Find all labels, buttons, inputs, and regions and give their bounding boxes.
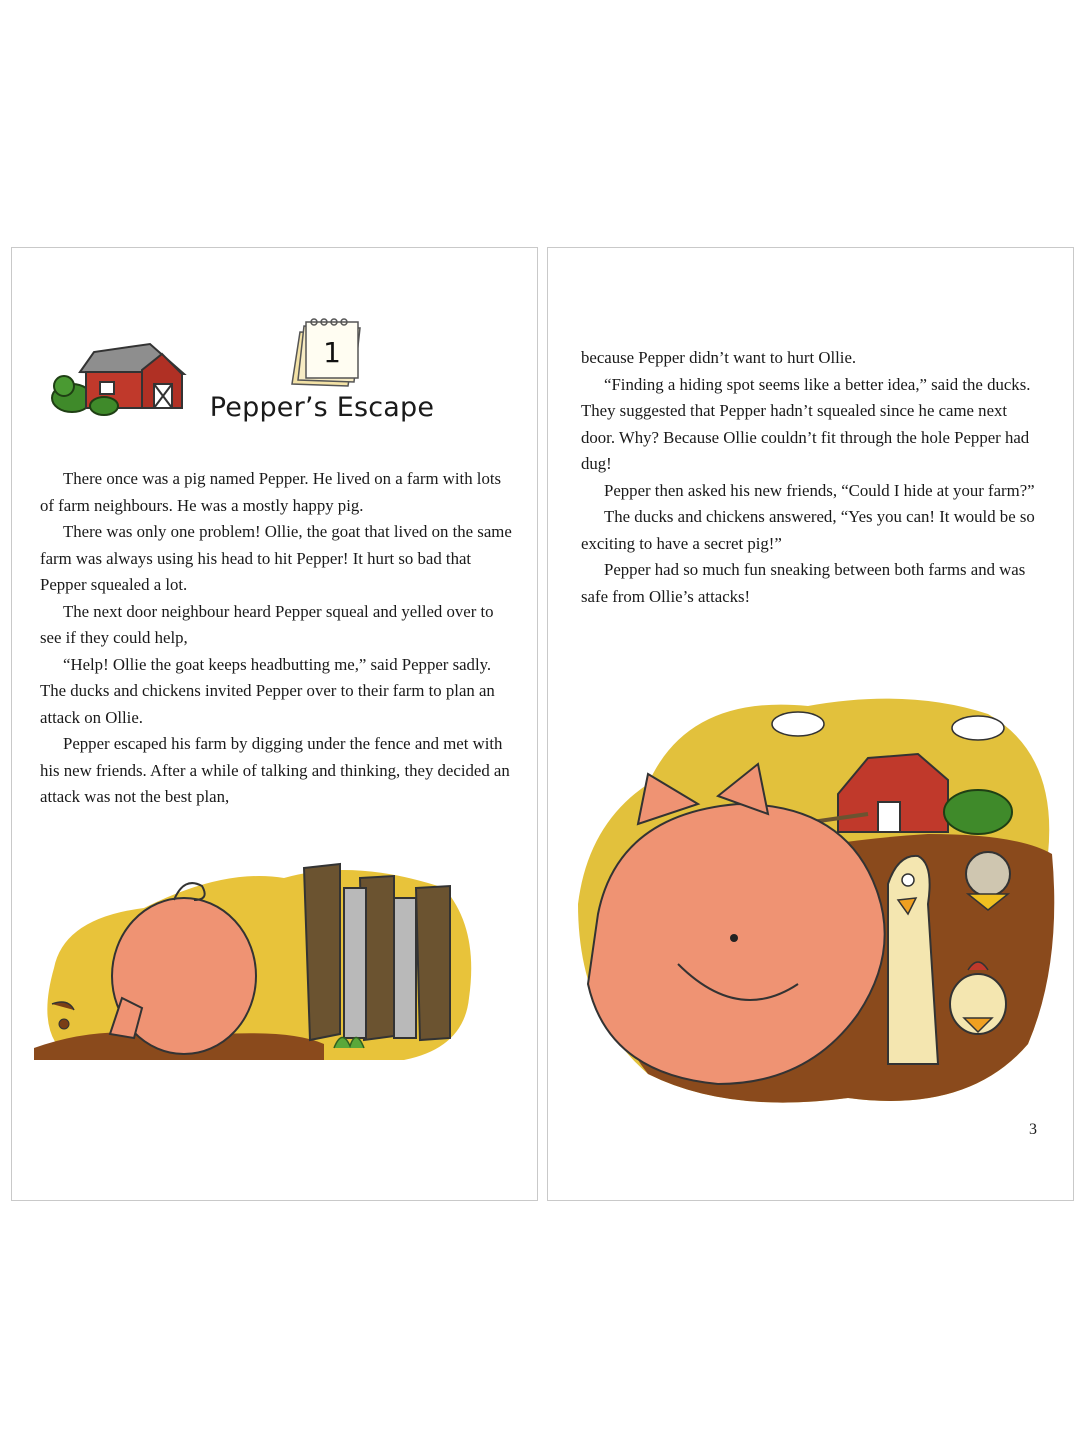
right-page-text [581,345,1041,610]
paragraph: The ducks and chickens answered, “Yes you can! It would be so exciting to have a secret pig!” [581,507,1035,553]
chapter-number: 1 [323,336,341,369]
pig-digging-illustration [24,848,484,1068]
paragraph: because Pepper didn’t want to hurt Ollie. [581,348,857,367]
paragraph: Pepper had so much fun sneaking between both farms and was safe from Ollie’s attacks! [581,560,1026,606]
pig-and-friends-illustration [568,684,1062,1112]
page-number: 3 [1029,1121,1037,1138]
paragraph: The next door neighbour heard Pepper squeal and yelled over to see if they could help, [40,601,494,647]
paragraph: Pepper escaped his farm by digging under the fence and met with his new friends. After a while of talking and thinking, they decided an attack was not the best plan, [40,734,510,806]
paragraph: Pepper then asked his new friends, “Could I hide at your farm?” [604,480,1035,500]
paragraph: There once was a pig named Pepper. He lived on a farm with lots of farm neighbours. He was a mostly happy pig. [40,469,502,515]
chapter-title: Pepper’s Escape [209,392,435,423]
left-page [11,247,538,1201]
calendar-icon [290,316,366,392]
paragraph: There was only one problem! Ollie, the goat that lived on the same farm was always using his head to hit Pepper! It hurt so bad that Pepper squealed a lot. [40,522,512,594]
right-page [547,247,1074,1201]
paragraph: “Finding a hiding spot seems like a better idea,” said the ducks. They suggested that Pepper hadn’t squealed since he came next door. Why? Because Ollie couldn’t fit through the hole Pepper had dug! [581,374,1031,473]
paragraph: “Help! Ollie the goat keeps headbutting me,” said Pepper sadly. The ducks and chickens invited Pepper over to their farm to plan an attack on Ollie. [40,654,495,727]
left-page-text [40,466,514,811]
